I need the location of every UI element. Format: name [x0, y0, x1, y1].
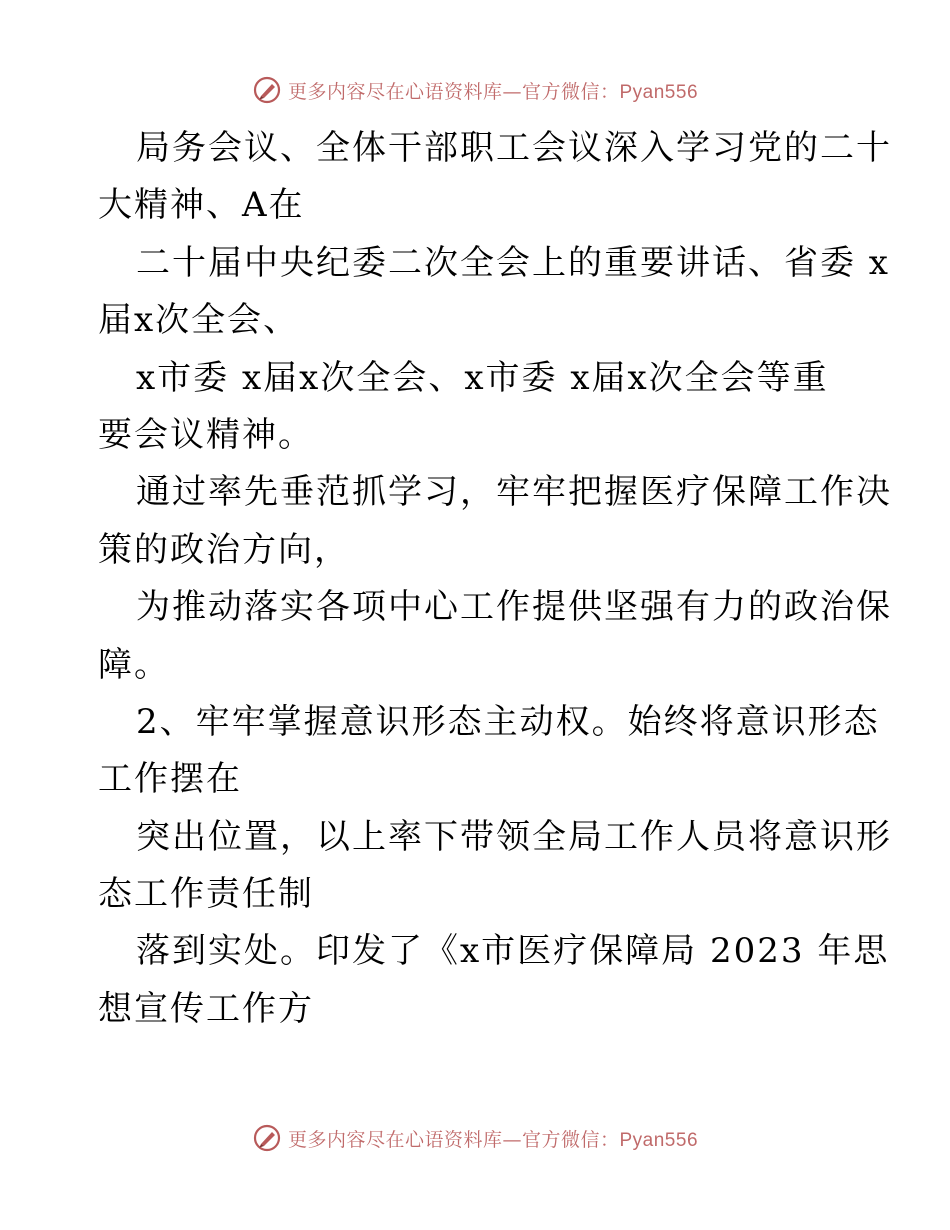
body-line: 突出位置，以上率下带领全局工作人员将意识形 — [136, 816, 892, 857]
banner-label: 更多内容尽在心语资料库—官方微信： — [287, 80, 620, 103]
body-line: 态工作责任制 — [98, 874, 314, 915]
header-banner — [0, 72, 950, 108]
body-line: 工作摆在 — [98, 759, 242, 800]
body-line: 2、牢牢掌握意识形态主动权。始终将意识形态 — [136, 701, 880, 742]
body-line: 想宣传工作方 — [98, 988, 314, 1029]
banner-wechat-id: Pyan556 — [619, 1129, 699, 1151]
banner-wechat-id: Pyan556 — [619, 81, 699, 103]
body-line: 落到实处。印发了《x市医疗保障局 2023 年思 — [136, 931, 890, 972]
body-line: 二十届中央纪委二次全会上的重要讲话、省委 x — [136, 242, 890, 283]
body-line: 大精神、A在 — [98, 185, 305, 226]
banner-text — [288, 77, 698, 104]
body-line: 要会议精神。 — [98, 414, 314, 455]
pen-circle-logo-icon — [252, 75, 282, 105]
body-line: 障。 — [98, 644, 170, 685]
document-body — [98, 120, 892, 1038]
body-line: 策的政治方向， — [98, 529, 350, 570]
pen-circle-logo-icon — [252, 1123, 282, 1153]
body-line: 通过率先垂范抓学习，牢牢把握医疗保障工作决 — [136, 472, 892, 513]
body-line: 局务会议、全体干部职工会议深入学习党的二十 — [136, 128, 892, 168]
banner-inner — [252, 1123, 698, 1153]
body-line: 为推动落实各项中心工作提供坚强有力的政治保 — [136, 587, 892, 628]
footer-banner — [0, 1120, 950, 1156]
body-line: 届x次全会、 — [98, 300, 300, 341]
banner-label: 更多内容尽在心语资料库—官方微信： — [287, 1128, 620, 1151]
body-line: x市委 x届x次全会、x市委 x届x次全会等重 — [136, 357, 829, 398]
banner-inner — [252, 75, 698, 105]
banner-text — [288, 1125, 698, 1152]
